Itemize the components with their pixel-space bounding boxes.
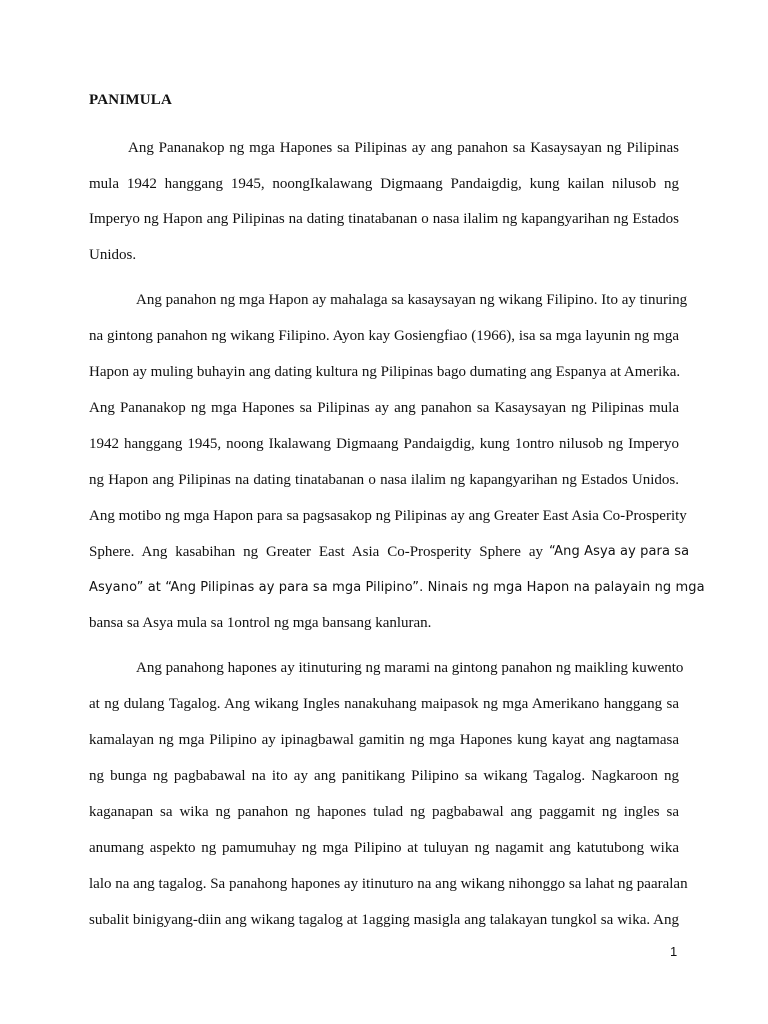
paragraph-3-line-7: lalo na ang tagalog. Sa panahong hapones ay itinuturo na ang wikang nihonggo sa lahat ng paaralan (89, 876, 688, 892)
paragraph-2-line-2: na gintong panahon ng wikang Filipino. Ayon kay Gosiengfiao (1966), isa sa mga layunin ng mga (89, 328, 679, 344)
paragraph-3-line-3: kamalayan ng mga Pilipino ay ipinagbawal gamitin ng mga Hapones kung kayat ang nagtamasa (89, 732, 679, 748)
page-number: 1 (670, 944, 678, 959)
paragraph-2-line-1: Ang panahon ng mga Hapon ay mahalaga sa kasaysayan ng wikang Filipino. Ito ay tinuring (136, 292, 688, 308)
paragraph-2-line-8: Sphere. Ang kasabihan ng Greater East Asia Co-Prosperity Sphere ay (89, 544, 543, 560)
paragraph-3-line-1: Ang panahong hapones ay itinuturing ng marami na gintong panahon ng maikling kuwento (136, 660, 684, 676)
paragraph-1-line-1: Ang Pananakop ng mga Hapones sa Pilipinas ay ang panahon sa Kasaysayan ng Pilipinas (128, 140, 679, 156)
paragraph-3-line-5: kaganapan sa wika ng panahon ng hapones tulad ng pagbabawal ang paggamit ng ingles sa (89, 804, 679, 820)
paragraph-2-line-4: Ang Pananakop ng mga Hapones sa Pilipinas ay ang panahon sa Kasaysayan ng Pilipinas mula (89, 400, 679, 416)
paragraph-2-line-10: bansa sa Asya mula sa 1ontrol ng mga bansang kanluran. (89, 615, 432, 631)
quote-start: “Ang Asya ay para sa (549, 544, 690, 559)
section-heading: PANIMULA (89, 92, 172, 108)
paragraph-2-line-6: ng Hapon ang Pilipinas na dating tinatabanan o nasa ilalim ng kapangyarihan ng Estados Unidos. (89, 472, 679, 488)
paragraph-2-line-3: Hapon ay muling buhayin ang dating kultura ng Pilipinas bago dumating ang Espanya at Amerika. (89, 364, 681, 380)
paragraph-3-line-8: subalit binigyang-diin ang wikang tagalog at 1agging masigla ang talakayan tungkol sa wika. Ang (89, 912, 679, 928)
paragraph-1-line-2: mula 1942 hanggang 1945, noongIkalawang Digmaang Pandaigdig, kung kailan nilusob ng (89, 176, 679, 192)
paragraph-1-line-3: Imperyo ng Hapon ang Pilipinas na dating tinatabanan o nasa ilalim ng kapangyarihan ng Estados (89, 211, 679, 227)
paragraph-3-line-4: ng bunga ng pagbabawal na ito ay ang panitikang Pilipino sa wikang Tagalog. Nagkaroon ng (89, 768, 679, 784)
paragraph-3-line-2: at ng dulang Tagalog. Ang wikang Ingles nanakuhang maipasok ng mga Amerikano hanggang sa (89, 696, 679, 712)
paragraph-2-line-7: Ang motibo ng mga Hapon para sa pagsasakop ng Pilipinas ay ang Greater East Asia Co-Prosperity (89, 508, 687, 524)
paragraph-1-line-4: Unidos. (89, 247, 137, 263)
paragraph-2-line-9: Asyano” at “Ang Pilipinas ay para sa mga Pilipino”. Ninais ng mga Hapon na palayain ng mga (89, 580, 705, 595)
paragraph-3-line-6: anumang aspekto ng pamumuhay ng mga Pilipino at tuluyan ng nagamit ang katutubong wika (89, 840, 679, 856)
paragraph-2-line-5: 1942 hanggang 1945, noong Ikalawang Digmaang Pandaigdig, kung 1ontro nilusob ng Imperyo (89, 436, 679, 452)
